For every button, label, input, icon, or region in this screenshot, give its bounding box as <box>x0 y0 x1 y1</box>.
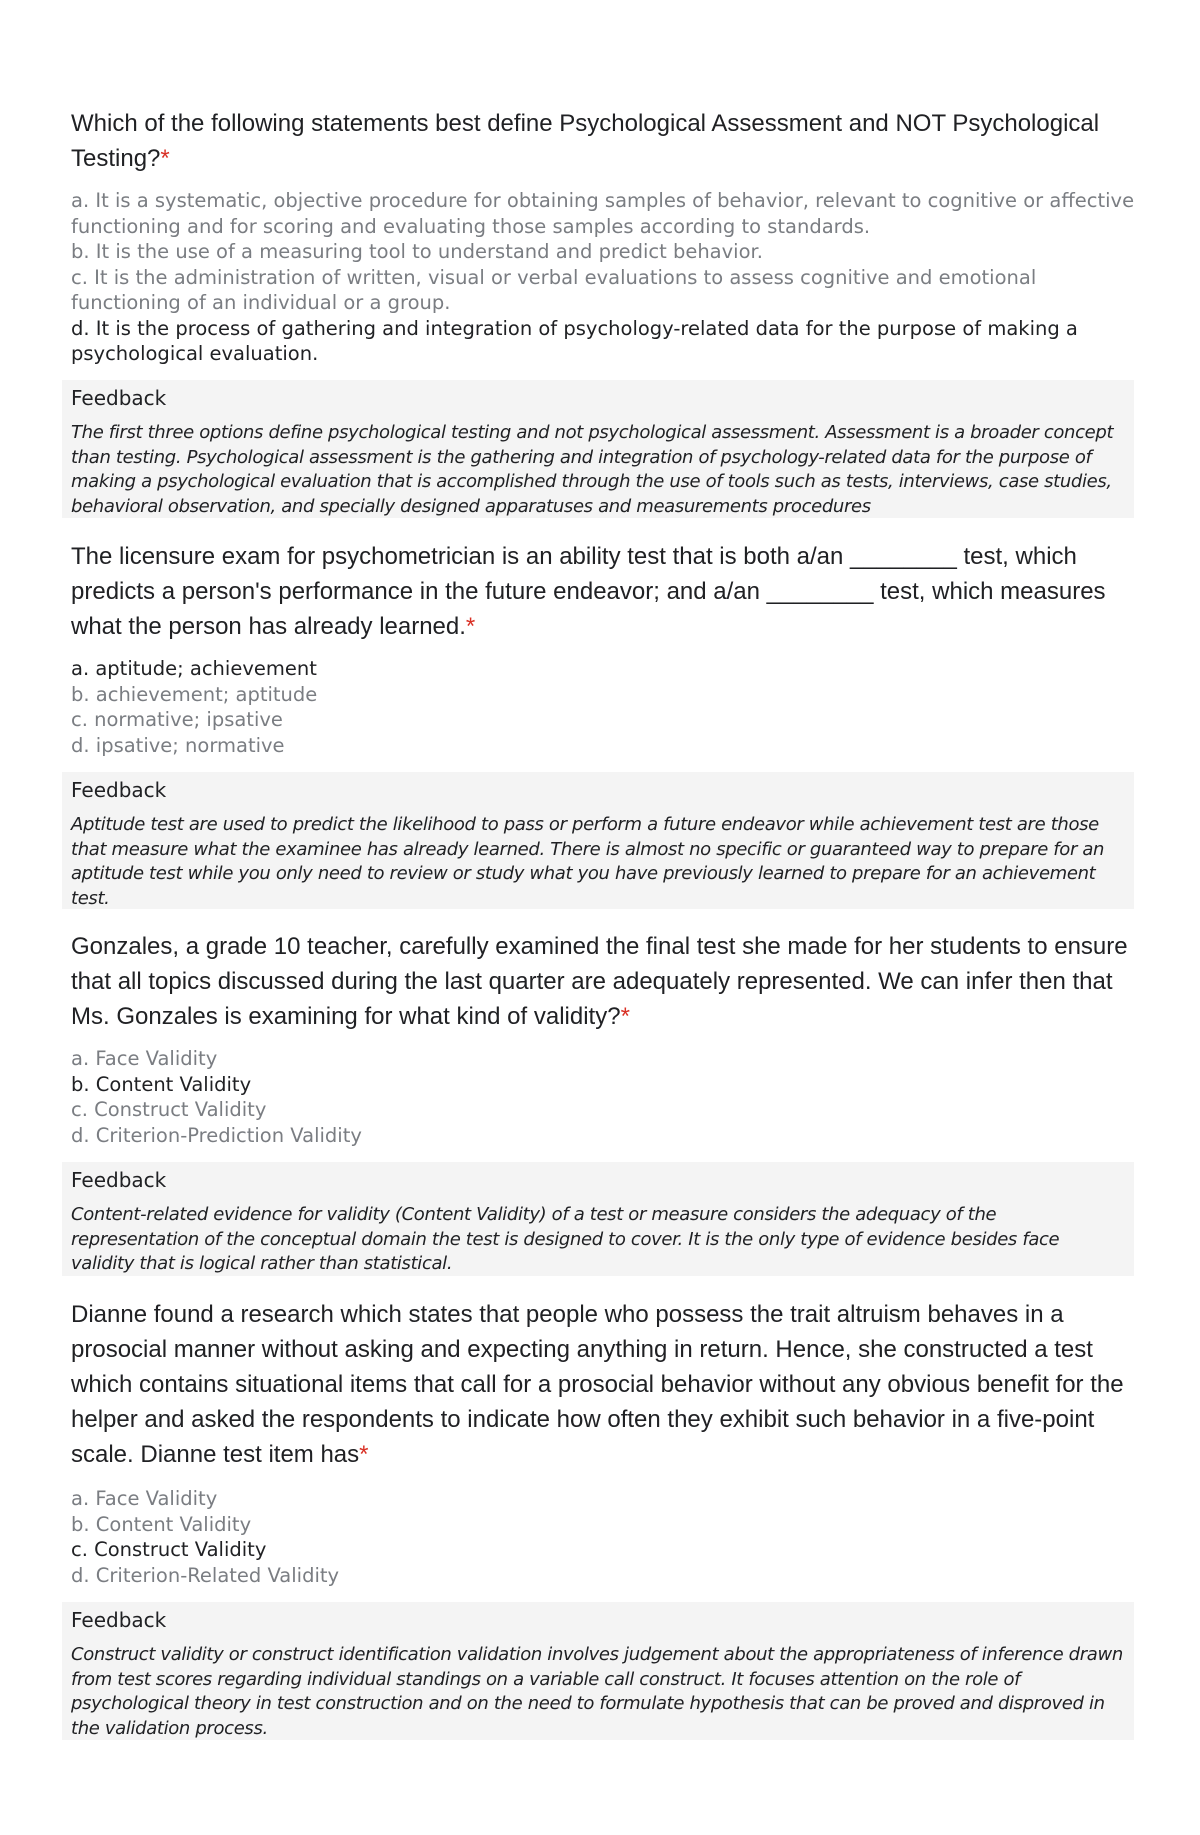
required-asterisk: * <box>620 1003 630 1030</box>
answer-option-c-correct: c. Construct Validity <box>71 1538 267 1561</box>
question-text-content: Which of the following statements best define Psychological Assessment and NOT Psychological Testing? <box>71 110 1100 172</box>
feedback-title: Feedback <box>71 1608 167 1632</box>
answer-option-b: b. It is the use of a measuring tool to understand and predict behavior. <box>71 240 763 263</box>
required-asterisk: * <box>160 145 170 172</box>
feedback-box <box>62 1162 1134 1276</box>
feedback-box <box>62 1602 1134 1740</box>
answer-options <box>71 188 1135 367</box>
feedback-title: Feedback <box>71 778 167 802</box>
answer-options <box>71 656 1135 758</box>
answer-option-a: a. Face Validity <box>71 1487 218 1510</box>
answer-option-c: c. It is the administration of written, visual or verbal evaluations to assess cognitive and emotional functioning of an individual or a group. <box>71 265 1037 314</box>
required-asterisk: * <box>465 613 476 640</box>
answer-option-d: d. Criterion-Prediction Validity <box>71 1123 362 1147</box>
answer-option-a: a. Face Validity <box>71 1047 218 1070</box>
question-text-content: Dianne found a research which states that people who possess the trait altruism behaves in a prosocial manner without asking and expecting anything in return. Hence, she constructed a test which contains situational items that call for a prosocial behavior without any obvious benefit for the helper and asked the respondents to indicate how often they exhibit such behavior in a five-point scale. Dianne test item has <box>71 1301 1124 1468</box>
answer-option-b: b. achievement; aptitude <box>71 682 318 706</box>
feedback-text: The first three options define psychological testing and not psychological assessment. Assessment is a broader concept than testing. Psychological assessment is the gathering and integration of psychology-related data for the purpose of making a psychological evaluation that is accomplished through the use of tools such as tests, interviews, case studies, behavioral observation, and specially designed apparatuses and measurements procedures <box>71 422 1114 517</box>
feedback-box <box>62 772 1134 909</box>
answer-option-b-correct: b. Content Validity <box>71 1072 252 1096</box>
feedback-text: Construct validity or construct identification validation involves judgement about the appropriateness of inference drawn from test scores regarding individual standings on a variable call construct. It focuses attention on the role of psychological theory in test construction and on the need to formulate hypothesis that can be proved and disproved in the validation process. <box>71 1644 1123 1739</box>
required-asterisk: * <box>359 1441 369 1468</box>
answer-option-d-correct: d. It is the process of gathering and integration of psychology-related data for the purpose of making a psychological evaluation. <box>71 316 1078 365</box>
answer-options <box>71 1486 1135 1588</box>
answer-option-c: c. Construct Validity <box>71 1098 267 1121</box>
answer-option-b: b. Content Validity <box>71 1512 252 1536</box>
feedback-title: Feedback <box>71 1168 167 1192</box>
question-text <box>71 1297 1135 1472</box>
question-text <box>71 929 1135 1034</box>
answer-options <box>71 1046 1135 1148</box>
answer-option-a-correct: a. aptitude; achievement <box>71 657 317 680</box>
question-text <box>71 106 1135 176</box>
answer-option-a: a. It is a systematic, objective procedure for obtaining samples of behavior, relevant to cognitive or affective functioning and for scoring and evaluating those samples according to standards. <box>71 189 1135 238</box>
feedback-text: Aptitude test are used to predict the likelihood to pass or perform a future endeavor while achievement test are those that measure what the examinee has already learned. There is almost no specific or guaranteed way to prepare for an aptitude test while you only need to review or study what you have previously learned to prepare for an achievement test. <box>71 814 1105 909</box>
question-text-content: The licensure exam for psychometrician is an ability test that is both a/an ________ test, which predicts a person's performance in the future endeavor; and a/an ________ test, which measures what the person has already learned. <box>71 543 1106 640</box>
answer-option-d: d. Criterion-Related Validity <box>71 1563 340 1587</box>
feedback-title: Feedback <box>71 386 167 410</box>
feedback-box <box>62 380 1134 518</box>
question-text <box>71 539 1135 644</box>
feedback-text: Content-related evidence for validity (Content Validity) of a test or measure considers the adequacy of the representation of the conceptual domain the test is designed to cover. It is the only type of evidence besides face validity that is logical rather than statistical. <box>71 1204 1060 1274</box>
answer-option-d: d. ipsative; normative <box>71 733 285 757</box>
answer-option-c: c. normative; ipsative <box>71 708 283 731</box>
question-text-content: Gonzales, a grade 10 teacher, carefully examined the final test she made for her students to ensure that all topics discussed during the last quarter are adequately represented. We can infer then that Ms. Gonzales is examining for what kind of validity? <box>71 933 1128 1030</box>
